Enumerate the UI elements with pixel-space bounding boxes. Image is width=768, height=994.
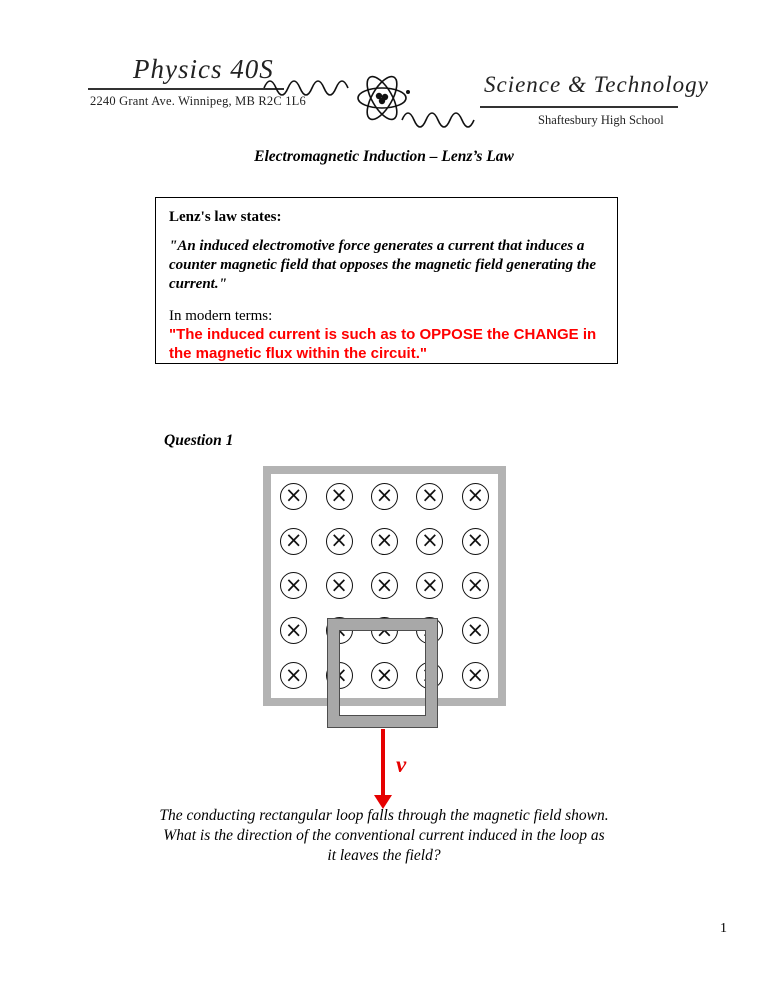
caption-line: What is the direction of the conventional current induced in the loop as <box>163 827 605 845</box>
flux-into-page-symbol: × <box>462 662 489 689</box>
caption-line: The conducting rectangular loop falls through the magnetic field shown. <box>159 807 609 824</box>
flux-into-page-symbol: × <box>416 617 443 644</box>
modern-terms-quote: "The induced current is such as to OPPOSE the CHANGE in the magnetic flux within the circuit." <box>169 325 597 363</box>
conducting-loop <box>328 619 437 727</box>
flux-into-page-symbol: × <box>326 662 353 689</box>
page-title: Electromagnetic Induction – Lenz’s Law <box>254 148 514 165</box>
flux-into-page-symbol: × <box>371 662 398 689</box>
flux-into-page-symbol: × <box>371 572 398 599</box>
flux-into-page-symbol: × <box>416 662 443 689</box>
flux-into-page-symbol: × <box>462 483 489 510</box>
modern-terms-intro: In modern terms: <box>169 307 273 324</box>
flux-into-page-symbol: × <box>280 617 307 644</box>
flux-into-page-symbol: × <box>462 617 489 644</box>
velocity-label: v <box>396 752 407 777</box>
flux-into-page-symbol: × <box>462 528 489 555</box>
velocity-arrow <box>381 729 385 797</box>
law-heading: Lenz's law states: <box>169 209 282 225</box>
flux-into-page-symbol: × <box>326 617 353 644</box>
question-label: Question 1 <box>164 432 234 449</box>
page-number: 1 <box>720 921 727 936</box>
velocity-arrowhead-icon <box>374 795 392 809</box>
motto-text: Science & Technology <box>484 72 709 97</box>
flux-into-page-symbol: × <box>371 483 398 510</box>
flux-into-page-symbol: × <box>280 483 307 510</box>
flux-into-page-symbol: × <box>416 483 443 510</box>
caption-line: it leaves the field? <box>327 847 441 865</box>
flux-into-page-symbol: × <box>280 572 307 599</box>
flux-into-page-symbol: × <box>371 528 398 555</box>
letterhead-rule-left <box>88 88 284 90</box>
flux-into-page-symbol: × <box>326 528 353 555</box>
flux-into-page-symbol: × <box>326 572 353 599</box>
law-quote: "An induced electromotive force generates a current that induces a counter magnetic field that opposes the magnetic field generating the current." <box>169 238 597 293</box>
school-name: Shaftesbury High School <box>538 113 664 127</box>
wave-right-decoration <box>402 113 474 127</box>
flux-into-page-symbol: × <box>280 662 307 689</box>
flux-into-page-symbol: × <box>462 572 489 599</box>
flux-into-page-symbol: × <box>326 483 353 510</box>
atom-icon <box>262 58 502 140</box>
law-definition-box <box>155 197 618 364</box>
letterhead-rule-right <box>480 106 678 108</box>
wave-left-decoration <box>264 81 348 95</box>
flux-into-page-symbol: × <box>280 528 307 555</box>
course-name: Physics 40S <box>133 54 274 84</box>
flux-into-page-symbol: × <box>371 617 398 644</box>
school-address: 2240 Grant Ave. Winnipeg, MB R2C 1L6 <box>90 94 306 108</box>
flux-into-page-symbol: × <box>416 528 443 555</box>
question-caption <box>0 806 768 866</box>
flux-into-page-symbol: × <box>416 572 443 599</box>
